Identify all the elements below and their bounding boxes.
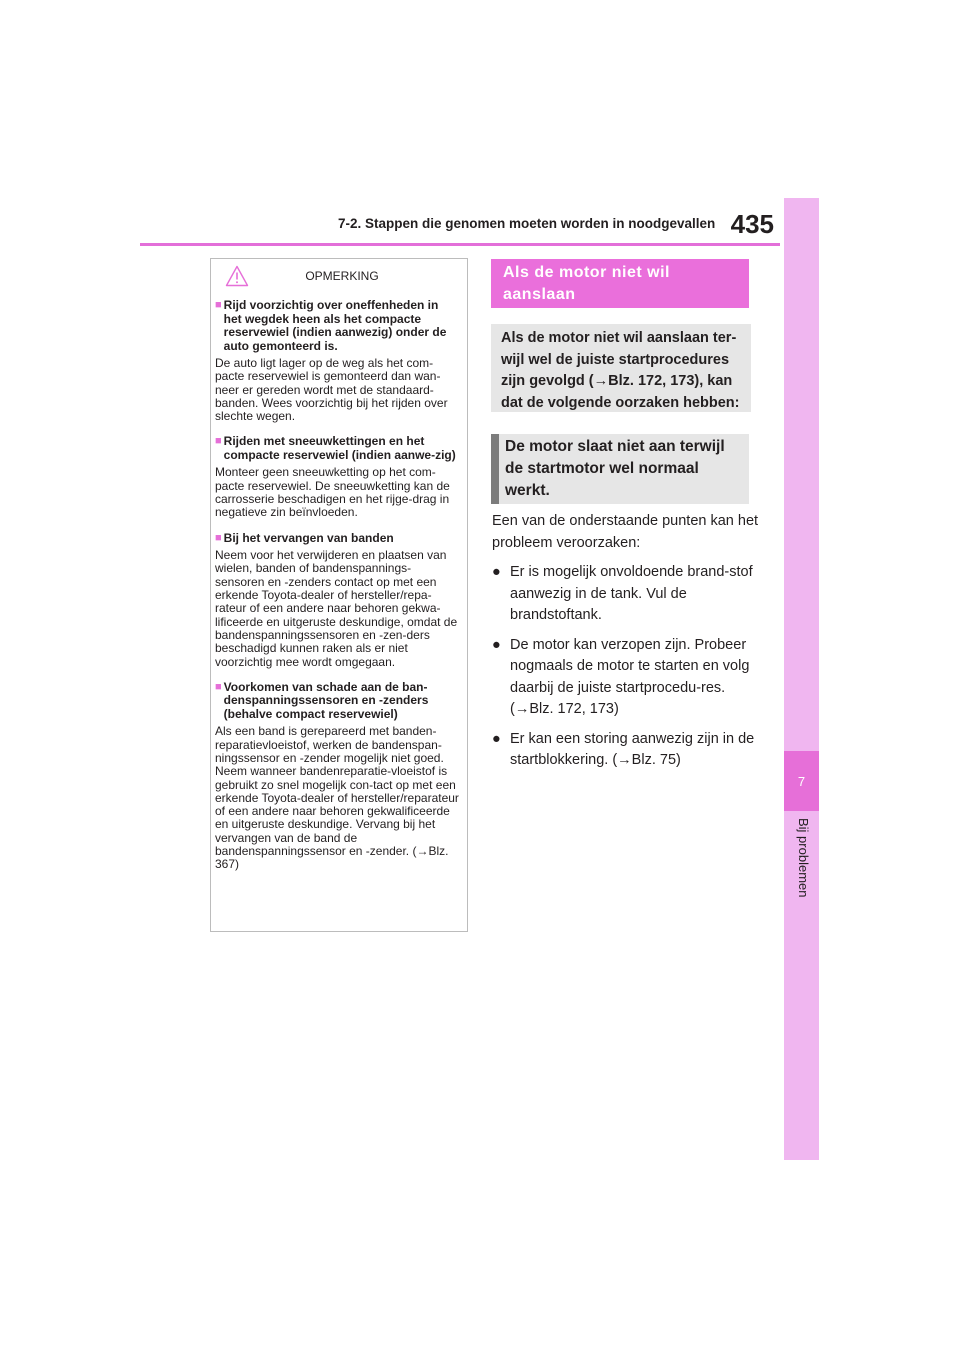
notice-item-heading-text: Rijden met sneeuwkettingen en het compacte reservewiel (indien aanwe-zig) (223, 434, 456, 462)
notice-item-heading (215, 532, 459, 546)
bullet-dot-icon: ● (492, 564, 501, 580)
page-number: 435 (730, 209, 774, 239)
section-banner: Als de motor niet wil aanslaan (491, 259, 749, 308)
notice-title: OPMERKING (305, 269, 379, 283)
subheading-bar (491, 434, 499, 504)
intro-box: Als de motor niet wil aanslaan ter-wijl wel de juiste startprocedures zijn gevolgd (→Blz. 172, 173), kan dat de volgende oorzaken hebben: (491, 324, 751, 412)
list-item (492, 729, 762, 772)
notice-item-text: De auto ligt lager op de weg als het com-pacte reservewiel is gemonteerd dan wan-neer er gereden wordt met de standaard-banden. Wees voorzichtig bij het rijden over slechte wegen. (215, 356, 448, 424)
notice-item-heading-text: Rijd voorzichtig over oneffenheden in het wegdek heen als het compacte reservewiel (indien aanwezig) onder de auto gemonteerd is. (223, 298, 447, 353)
square-bullet-icon: ■ (215, 435, 222, 448)
notice-item (215, 532, 459, 669)
list-item-text: Er kan een storing aanwezig zijn in de startblokkering. (→Blz. 75) (510, 730, 755, 768)
notice-item-heading (215, 681, 459, 722)
side-tab-chapter-number: 7 (784, 751, 819, 811)
notice-header (211, 263, 467, 289)
notice-item-heading-text: Bij het vervangen van banden (223, 530, 394, 545)
notice-body (211, 289, 467, 872)
notice-item (215, 435, 459, 519)
list-item (492, 562, 762, 627)
square-bullet-icon: ■ (215, 531, 222, 544)
notice-item-heading (215, 435, 459, 462)
subheading-text: De motor slaat niet aan terwijl de startmotor wel normaal werkt. (505, 438, 725, 499)
list-item (492, 635, 762, 721)
warning-triangle-icon (225, 265, 249, 287)
bullet-list (492, 562, 762, 772)
notice-item-text: Als een band is gerepareerd met banden-reparatievloeistof, werken de bandenspan-ningssensor en -zender mogelijk niet goed. Neem wanneer bandenreparatie-vloeistof is gebruikt zo snel mogelijk con-tact op met een erkende Toyota-dealer of hersteller/reparateur of een andere naar behoren gekwalificeerde en uitgeruste deskundige. Vervang bij het vervangen van de band de bandenspanningssensor en -zender. (→Blz. 367) (215, 724, 459, 872)
header-title: 7-2. Stappen die genomen moeten worden in noodgevallen (338, 216, 716, 231)
square-bullet-icon: ■ (215, 299, 222, 311)
bullet-dot-icon: ● (492, 636, 501, 653)
list-item-text: De motor kan verzopen zijn. Probeer nogmaals de motor te starten en volg daarbij de juiste startprocedu-res. (→Blz. 172, 173) (510, 636, 750, 717)
notice-item (215, 299, 459, 423)
side-tab (784, 198, 819, 1160)
notice-item (215, 681, 459, 872)
side-tab-chapter-label: Bij problemen (796, 818, 811, 898)
notice-item-text: Neem voor het verwijderen en plaatsen van wielen, banden of bandenspannings-sensoren en -zenders contact op met een erkende Toyota-dealer of hersteller/repa-rateur of een andere naar behoren gekwa-lificeerde en uitgeruste deskundige, omdat de bandenspanningssensoren en -zen-ders beschadigd kunnen raken als er niet voorzichtig mee wordt omgegaan. (215, 548, 458, 669)
header-rule (140, 243, 780, 246)
notice-item-heading (215, 299, 459, 353)
list-item-text: Er is mogelijk onvoldoende brand-stof aanwezig in de tank. Vul de brandstoftank. (510, 564, 753, 623)
notice-box (210, 258, 468, 932)
subheading-box (491, 434, 749, 504)
notice-item-heading-text: Voorkomen van schade aan de ban-denspanningssensoren en -zenders (behalve compact reservewiel) (223, 679, 429, 721)
main-text (492, 511, 762, 780)
body-paragraph: Een van de onderstaande punten kan het probleem veroorzaken: (492, 513, 759, 551)
notice-item-text: Monteer geen sneeuwketting op het com-pacte reservewiel. De sneeuwketting kan de carrosserie beschadigen en het rijge-drag in negatieve zin beïnvloeden. (215, 465, 450, 520)
square-bullet-icon: ■ (215, 680, 222, 693)
bullet-dot-icon: ● (492, 730, 501, 747)
